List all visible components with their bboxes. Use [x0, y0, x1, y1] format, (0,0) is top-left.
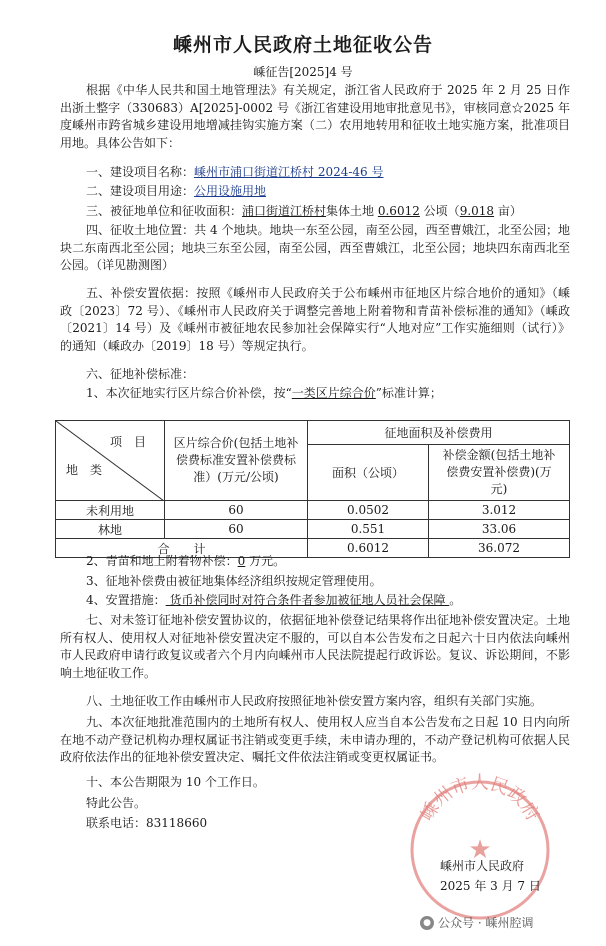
item-implementation: 八、土地征收工作由嵊州市人民政府按照征地补偿安置方案内容，组织有关部门实施。: [86, 694, 543, 708]
table-header-landtype: 地 类: [66, 463, 103, 477]
watermark-text: 公众号 · 嵊州腔调: [438, 916, 534, 930]
item-standard-1-a: 1、本次征地实行区片综合价补偿，按“: [86, 386, 292, 400]
item-standard-4-a: 4、安置措施：: [86, 593, 166, 607]
watermark: [420, 914, 533, 931]
item-standard-2-amount: 0: [237, 554, 246, 568]
table-cell-price: 60: [165, 520, 308, 539]
item-expropriated-unit: [60, 203, 570, 221]
contact-phone-label: 联系电话：: [86, 816, 147, 830]
item-unit-text: 公顷（: [419, 204, 460, 218]
signature-date: 2025 年 3 月 7 日: [440, 879, 541, 893]
item-basis: 五、补偿安置依据：按照《嵊州市人民政府关于公布嵊州市征地区片综合地价的通知》（嵊政〔2023〕72 号）、《嵊州市人民政府关于调整完善地上附着物和青苗补偿标准的通知》（嵊政〔2021〕14 号）及《嵊州市被征地农民参加社会保障实行“人地对应”工作实施细则（试行）》的通知（嵊政办〔2019〕18 号）等规定执行。: [60, 286, 570, 353]
item-area-hectare: 0.6012: [377, 204, 420, 218]
official-seal: [405, 770, 555, 920]
wechat-icon: ●: [420, 916, 434, 930]
table-header-area: 面积（公顷）: [308, 445, 429, 501]
item-project-use-value: 公用设施用地: [194, 184, 267, 198]
item-standard-2: [60, 553, 570, 571]
item-project-name: [60, 164, 570, 182]
item-land-kind: 集体土地: [326, 204, 378, 218]
seal-star-icon: ★: [468, 835, 492, 865]
item-area-mu: 9.018: [459, 204, 495, 218]
item-standard-1-c: ”标准计算；: [375, 386, 442, 400]
item-standard: 六、征地补偿标准：: [86, 367, 195, 381]
table-header-item: 项 目: [109, 435, 146, 449]
table-cell-amount: 3.012: [429, 501, 570, 520]
page-title: 嵊州市人民政府土地征收公告: [172, 34, 433, 56]
table-header-price: 区片综合价(包括土地补偿费标准安置补偿费标准）(万元/公顷): [165, 421, 308, 501]
table-total-label: 合 计: [56, 539, 308, 558]
item-expropriated-unit-label: 三、被征地单位和征收面积：: [86, 204, 243, 218]
table-cell-area: 0.0502: [308, 501, 429, 520]
table-header-group: 征地面积及补偿费用: [308, 421, 570, 445]
item-standard-4: [60, 592, 570, 610]
table-cell-price: 60: [165, 501, 308, 520]
table-cell-amount: 33.06: [429, 520, 570, 539]
table-cell-area: 0.551: [308, 520, 429, 539]
document-number: 嵊征告[2025]4 号: [253, 65, 353, 79]
signature-org: 嵊州市人民政府: [440, 859, 525, 873]
closing-text: 特此公告。: [86, 796, 147, 810]
item-standard-3: 3、征地补偿费由被征地集体经济组织按规定管理使用。: [86, 574, 382, 588]
item-reconsideration: 七、对未签订征地补偿安置协议的，依据征地补偿登记结果将作出征地补偿安置决定。土地所有权人、使用权人对征地补偿安置决定不服的，可以自本公告发布之日起六十日内依法向嵊州市人民政府申请行政复议或者六个月内向嵊州市人民法院提起行政诉讼。复议、诉讼期间，不影响土地征收工作。: [60, 613, 570, 680]
table-cell-type: 林地: [56, 520, 165, 539]
table-row: [56, 520, 570, 539]
seal-text: 嵊州市人民政府: [416, 772, 544, 825]
item-standard-1: [60, 385, 570, 403]
item-standard-2-a: 2、青苗和地上附着物补偿：: [86, 554, 238, 568]
contact-phone-value: 83118660: [146, 816, 208, 830]
intro-paragraph: 根据《中华人民共和国土地管理法》有关规定，浙江省人民政府于 2025 年 2 月 25 日作出浙土整字（330683）A[2025]-0002 号《浙江省建设用地审批意见书》，审核同意☆2025 年度嵊州市跨省城乡建设用地增减挂钩实施方案（二）农用地转用和征收土地实施方案，批准项目用地。具体公告如下：: [60, 83, 570, 150]
item-standard-4-measure: 货币补偿同时对符合条件者参加被征地人员社会保障: [165, 593, 450, 607]
table-cell-type: 未利用地: [56, 501, 165, 520]
item-registration: 九、本次征地批准范围内的土地所有权人、使用权人应当自本公告发布之日起 10 日内向所在地不动产登记机构办理权属证书注销或变更手续，未申请办理的，不动产登记机构可依据人民政府依法作出的征地补偿安置决定、嘱托文件依法注销或变更权属证书。: [60, 715, 570, 764]
item-project-name-label: 一、建设项目名称：: [86, 165, 195, 179]
item-unit-mu: 亩）: [494, 204, 522, 218]
item-standard-4-c: 。: [449, 593, 462, 607]
item-project-use-label: 二、建设项目用途：: [86, 184, 195, 198]
table-header-diagonal-cell: [56, 421, 165, 501]
compensation-table: [55, 420, 570, 558]
item-period: 十、本公告期限为 10 个工作日。: [86, 775, 265, 789]
item-standard-1-zone: 一类区片综合价: [291, 386, 376, 400]
item-unit-name: 浦口街道江桥村: [242, 204, 327, 218]
item-project-use: [60, 183, 570, 201]
table-total-amount: 36.072: [429, 539, 570, 558]
table-total-area: 0.6012: [308, 539, 429, 558]
table-row: [56, 501, 570, 520]
table-header-amount: 补偿金额(包括土地补偿费安置补偿费)(万元): [429, 445, 570, 501]
item-standard-2-c: 万元。: [245, 554, 286, 568]
item-project-name-value: 嵊州市浦口街道江桥村 2024-46 号: [194, 165, 384, 179]
item-location: 四、征收土地位置：共 4 个地块。地块一东至公园，南至公园，西至曹娥江，北至公园；地块二东南西北至公园；地块三东至公园，南至公园，西至曹娥江，北至公园；地块四东南西北至公园。（详见勘测图）: [60, 223, 570, 272]
